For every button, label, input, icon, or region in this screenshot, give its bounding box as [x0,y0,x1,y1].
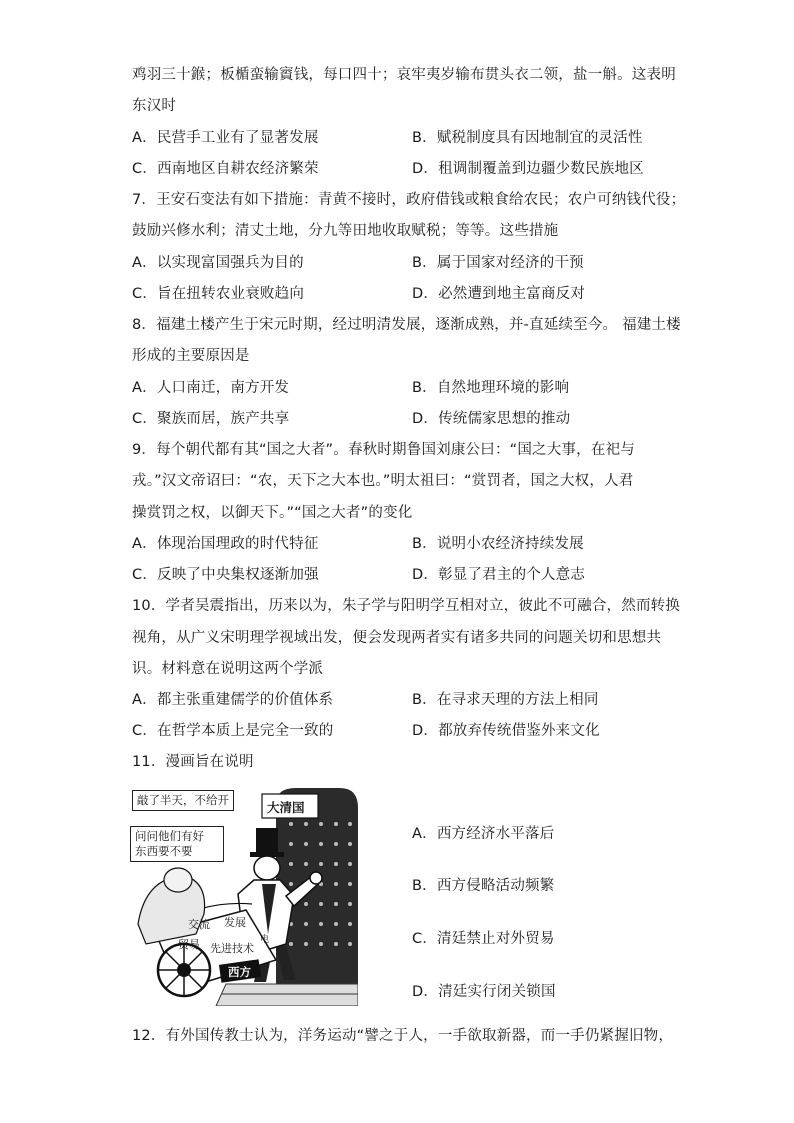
cart-label-dian: 电 [260,935,270,945]
q12-line1: 12．有外国传教士认为，洋务运动“譬之于人，一手欲取新器，而一手仍紧握旧物， [132,1028,674,1044]
q6-option-d[interactable]: D．租调制覆盖到边疆少数民族地区 [412,161,644,177]
q9-option-b[interactable]: B．说明小农经济持续发展 [412,536,584,552]
q7-option-c[interactable]: C．旨在扭转农业衰败趋向 [132,286,305,302]
bubble-line-2: 东西要不要 [135,844,193,858]
q7-line2: 鼓励兴修水利；清丈土地，分九等田地收取赋税；等等。这些措施 [132,223,559,239]
q9-option-c[interactable]: C．反映了中央集权逐渐加强 [132,567,319,583]
q8-option-d[interactable]: D．传统儒家思想的推动 [412,411,571,427]
cart-label-jishu: 先进技术 [210,942,254,955]
q7-option-b[interactable]: B．属于国家对经济的干预 [412,255,584,271]
q11-option-a[interactable]: A．西方经济水平落后 [412,826,555,842]
q8-line1: 8．福建土楼产生于宋元时期，经过明清发展，逐渐成熟，并-直延续至今。 福建土楼 [132,317,681,333]
q10-option-d[interactable]: D．都放弃传统借鉴外来文化 [412,723,600,739]
cart-label-xifang: 西方 [228,965,251,979]
q11-option-c[interactable]: C．清廷禁止对外贸易 [412,931,555,947]
bubble-line-1: 问问他们有好 [135,829,204,843]
cartoon-speech-bubble-knock: 敲了半天，不给开 [132,790,234,811]
q6-option-c[interactable]: C．西南地区自耕农经济繁荣 [132,161,319,177]
qing-sign-label: 大清国 [267,800,305,815]
q11-stem: 11．漫画旨在说明 [132,754,254,770]
q9-option-d[interactable]: D．彰显了君主的个人意志 [412,567,586,583]
q6-line1: 鸡羽三十鍭；板楯蛮输賨钱，每口四十；哀牢夷岁输布贯头衣二领，盐一斛。这表明 [132,67,676,83]
q8-line2: 形成的主要原因是 [132,348,250,364]
q10-line1: 10．学者吴震指出，历来以为，朱子学与阳明学互相对立，彼此不可融合，然而转换 [132,598,681,614]
q10-line2: 视角，从广义宋明理学视域出发，便会发现两者实有诸多共同的问题关切和思想共 [132,630,662,646]
q10-option-c[interactable]: C．在哲学本质上是完全一致的 [132,723,334,739]
q7-option-a[interactable]: A．以实现富国强兵为目的 [132,255,304,271]
cart-label-jiaoliu: 交流 [188,918,210,931]
q6-option-b[interactable]: B．赋税制度具有因地制宜的灵活性 [412,130,643,146]
q7-option-d[interactable]: D．必然遭到地主富商反对 [412,286,586,302]
cart-label-maoyi: 贸易 [178,938,200,951]
cart-label-fazhan: 发展 [224,916,246,929]
q8-option-c[interactable]: C．聚族而居，族产共享 [132,411,290,427]
cartoon-speech-bubble-ask [130,826,224,862]
q10-line3: 识。材料意在说明这两个学派 [132,661,324,677]
q9-line2: 戎。”汉文帝诏曰：“农，天下之大本也。”明太祖曰：“赏罚者，国之大权，人君 [132,473,634,489]
q11-option-d[interactable]: D．清廷实行闭关锁国 [412,984,556,1000]
q10-option-a[interactable]: A．都主张重建儒学的价值体系 [132,692,334,708]
q7-line1: 7．王安石变法有如下措施：青黄不接时，政府借钱或粮食给农民；农户可纳钱代役； [132,192,686,208]
q8-option-a[interactable]: A．人口南迁，南方开发 [132,380,290,396]
q6-line2: 东汉时 [132,98,177,114]
q8-option-b[interactable]: B．自然地理环境的影响 [412,380,570,396]
q11-cartoon [126,784,358,1006]
q9-line3: 操赏罚之权，以御天下。”“国之大者”的变化 [132,505,413,521]
q9-line1: 9．每个朝代都有其“国之大者”。春秋时期鲁国刘康公曰：“国之大事，在祀与 [132,442,635,458]
q9-option-a[interactable]: A．体现治国理政的时代特征 [132,536,319,552]
q11-option-b[interactable]: B．西方侵略活动频繁 [412,878,555,894]
q10-option-b[interactable]: B．在寻求天理的方法上相同 [412,692,599,708]
q6-option-a[interactable]: A．民营手工业有了显著发展 [132,130,319,146]
